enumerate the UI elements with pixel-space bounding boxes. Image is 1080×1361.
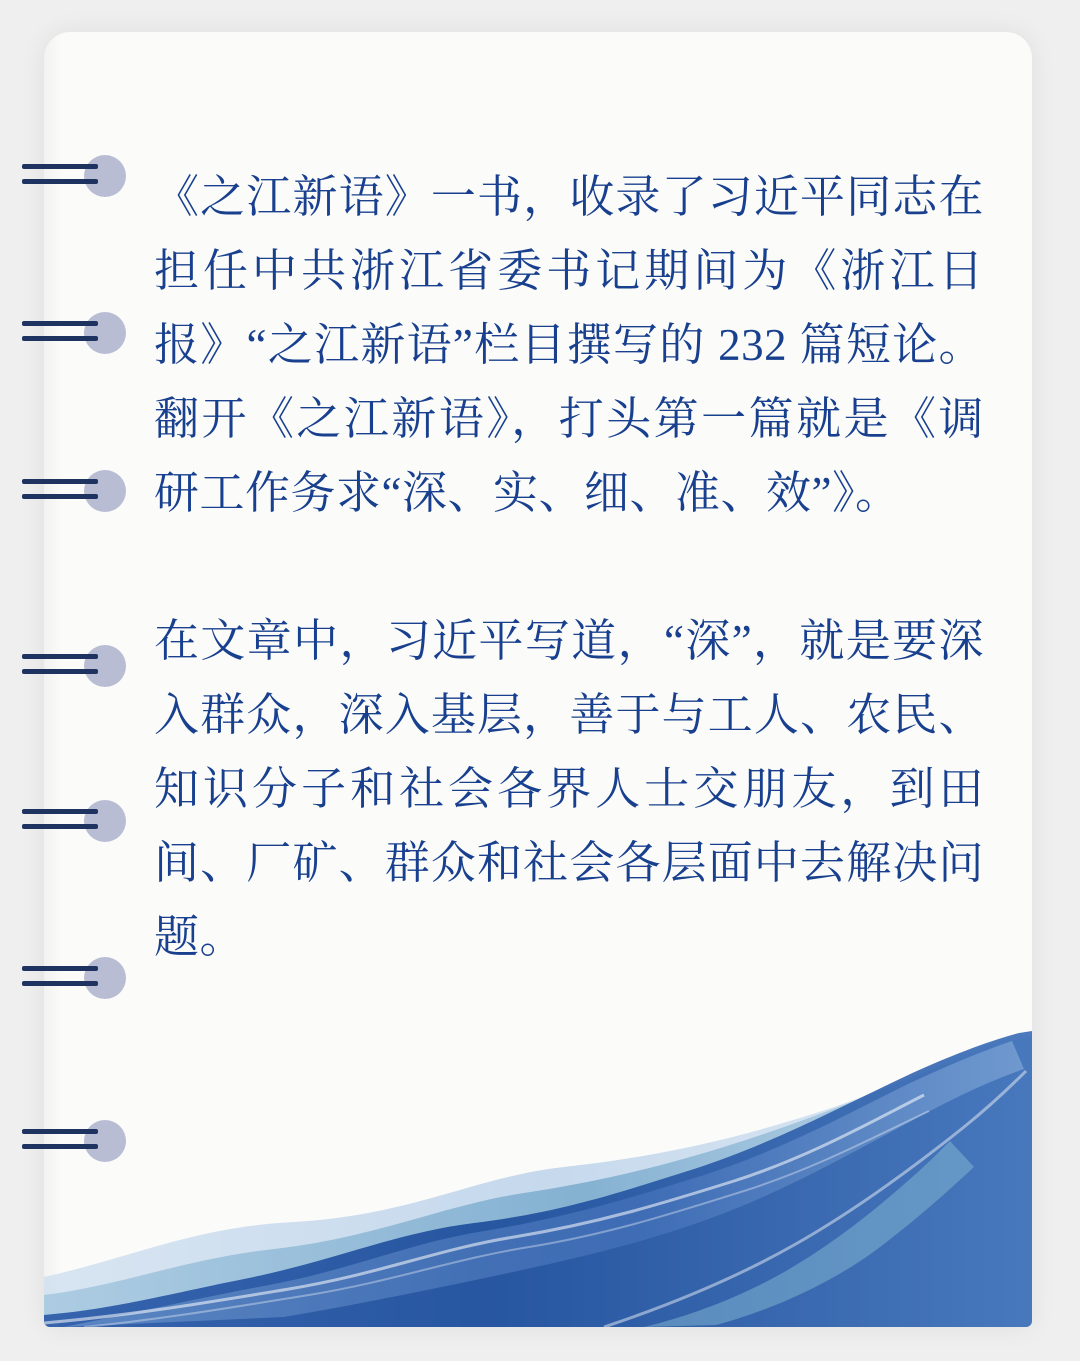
ring-bar-bottom	[22, 981, 98, 986]
paragraph-1: 《之江新语》一书，收录了习近平同志在担任中共浙江省委书记期间为《浙江日报》“之江新语”栏目撰写的 232 篇短论。翻开《之江新语》，打头第一篇就是《调研工作务求“深、实、细、准、效”》。	[154, 172, 984, 518]
ring-bar-top	[22, 321, 98, 326]
ring-disc-icon	[84, 1120, 126, 1162]
notebook-ring-5	[22, 800, 126, 842]
ring-bar-top	[22, 654, 98, 659]
document-body	[154, 160, 984, 974]
ring-bar-top	[22, 966, 98, 971]
ring-disc-icon	[84, 470, 126, 512]
ring-bar-bottom	[22, 179, 98, 184]
notebook-ring-7	[22, 1120, 126, 1162]
ring-disc-icon	[84, 155, 126, 197]
notebook-ring-2	[22, 312, 126, 354]
ring-bar-bottom	[22, 336, 98, 341]
ring-bar-bottom	[22, 494, 98, 499]
ring-disc-icon	[84, 957, 126, 999]
ring-bar-top	[22, 164, 98, 169]
ring-bar-top	[22, 1129, 98, 1134]
binding-rings	[0, 0, 130, 1361]
blue-ink-wave-illustration	[44, 1027, 1032, 1327]
notebook-ring-6	[22, 957, 126, 999]
ring-disc-icon	[84, 645, 126, 687]
ring-bar-bottom	[22, 669, 98, 674]
ring-disc-icon	[84, 800, 126, 842]
ring-bar-bottom	[22, 824, 98, 829]
notebook-ring-3	[22, 470, 126, 512]
paragraph-2: 在文章中，习近平写道，“深”，就是要深入群众，深入基层，善于与工人、农民、知识分子和社会各界人士交朋友，到田间、厂矿、群众和社会各层面中去解决问题。	[154, 616, 984, 962]
ring-bar-bottom	[22, 1144, 98, 1149]
notebook-ring-1	[22, 155, 126, 197]
ring-bar-top	[22, 809, 98, 814]
ring-bar-top	[22, 479, 98, 484]
notebook-card	[44, 32, 1032, 1327]
ring-disc-icon	[84, 312, 126, 354]
notebook-ring-4	[22, 645, 126, 687]
